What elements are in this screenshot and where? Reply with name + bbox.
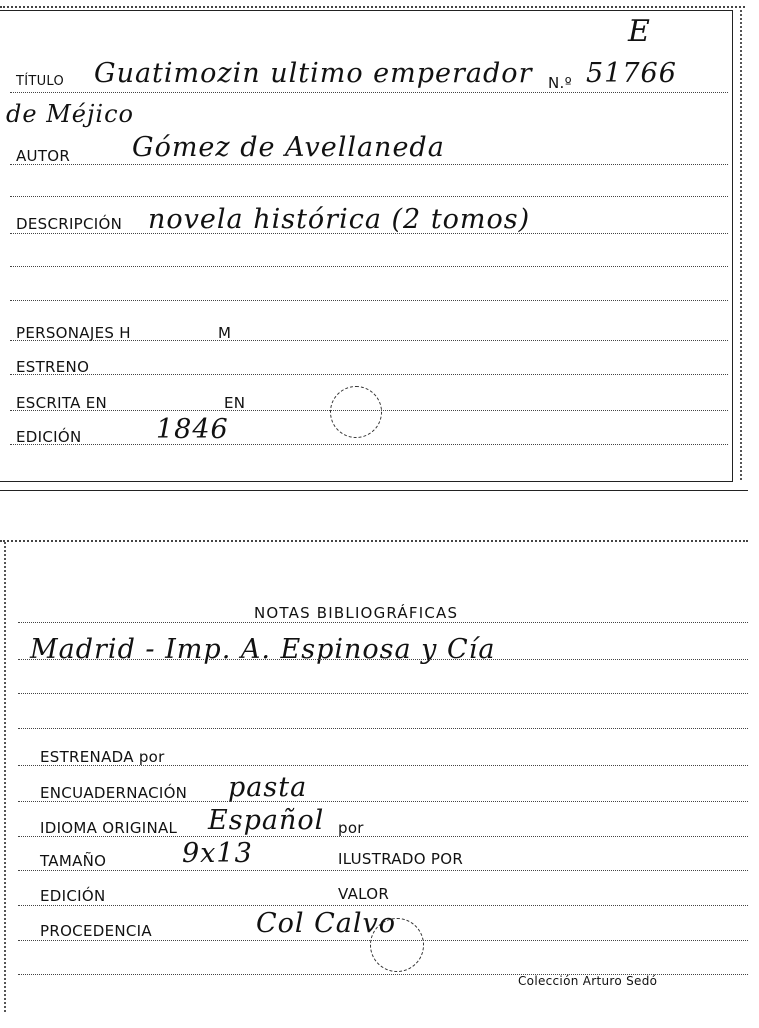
notas-heading-rule (18, 622, 748, 623)
notas-rule (18, 659, 748, 660)
titulo-value-continued: de Méjico (6, 100, 134, 128)
edicion-value: 1846 (156, 414, 229, 445)
personajes-m-label: M (218, 324, 232, 342)
blank-rule-4 (18, 693, 748, 694)
blank-rule-3 (10, 300, 728, 301)
personajes-label: PERSONAJES H (16, 324, 131, 342)
corner-mark: E (628, 14, 651, 49)
autor-label: AUTOR (16, 147, 71, 165)
estreno-label: ESTRENO (16, 358, 90, 376)
procedencia-value: Col Calvo (256, 908, 397, 939)
coleccion-label: Colección Arturo Sedó (518, 974, 658, 988)
punch-hole (330, 386, 382, 438)
tamano-value: 9x13 (182, 838, 253, 869)
card-top-right-edge (740, 10, 742, 480)
encuadernacion-label: ENCUADERNACIÓN (40, 784, 188, 802)
notas-heading: NOTAS BIBLIOGRÁFICAS (254, 604, 459, 622)
card-bottom-top-edge (0, 540, 748, 542)
escrita-en-label: EN (224, 394, 246, 412)
encuadernacion-value: pasta (228, 772, 308, 803)
punch-hole-bottom (370, 918, 424, 972)
por-label: por (338, 819, 364, 837)
procedencia-label: PROCEDENCIA (40, 922, 152, 940)
card-top-top-edge (0, 6, 745, 14)
tamano-rule (18, 870, 748, 871)
numero-value: 51766 (586, 58, 677, 89)
card-separator-line (0, 490, 748, 491)
blank-rule-5 (18, 728, 748, 729)
edicion2-rule (18, 905, 748, 906)
idioma-label: IDIOMA ORIGINAL (40, 819, 178, 837)
encuadernacion-rule (18, 801, 748, 802)
estreno-rule (10, 374, 728, 375)
blank-rule-1 (10, 196, 728, 197)
tamano-label: TAMAÑO (40, 852, 107, 870)
edicion-label: EDICIÓN (16, 428, 82, 446)
edicion-rule (10, 444, 728, 445)
descripcion-value: novela histórica (2 tomos) (148, 204, 531, 235)
ilustrado-label: ILUSTRADO POR (338, 850, 464, 868)
edicion2-label: EDICIÓN (40, 887, 106, 905)
numero-label: N.º (548, 74, 572, 92)
autor-rule (10, 164, 728, 165)
valor-label: VALOR (338, 885, 390, 903)
descripcion-label: DESCRIPCIÓN (16, 215, 123, 233)
escrita-label: ESCRITA EN (16, 394, 108, 412)
idioma-value: Español (208, 805, 325, 836)
estrenada-label: ESTRENADA por (40, 748, 165, 766)
estrenada-rule (18, 765, 748, 766)
titulo-rule (10, 92, 728, 93)
descripcion-rule (10, 233, 728, 234)
card-bottom-left-edge (4, 542, 6, 1012)
titulo-label: TÍTULO (16, 74, 65, 89)
personajes-rule (10, 340, 728, 341)
idioma-rule (18, 836, 748, 837)
notas-value: Madrid - Imp. A. Espinosa y Cía (30, 634, 496, 665)
autor-value: Gómez de Avellaneda (132, 132, 445, 163)
titulo-value: Guatimozin ultimo emperador (94, 58, 533, 89)
blank-rule-2 (10, 266, 728, 267)
